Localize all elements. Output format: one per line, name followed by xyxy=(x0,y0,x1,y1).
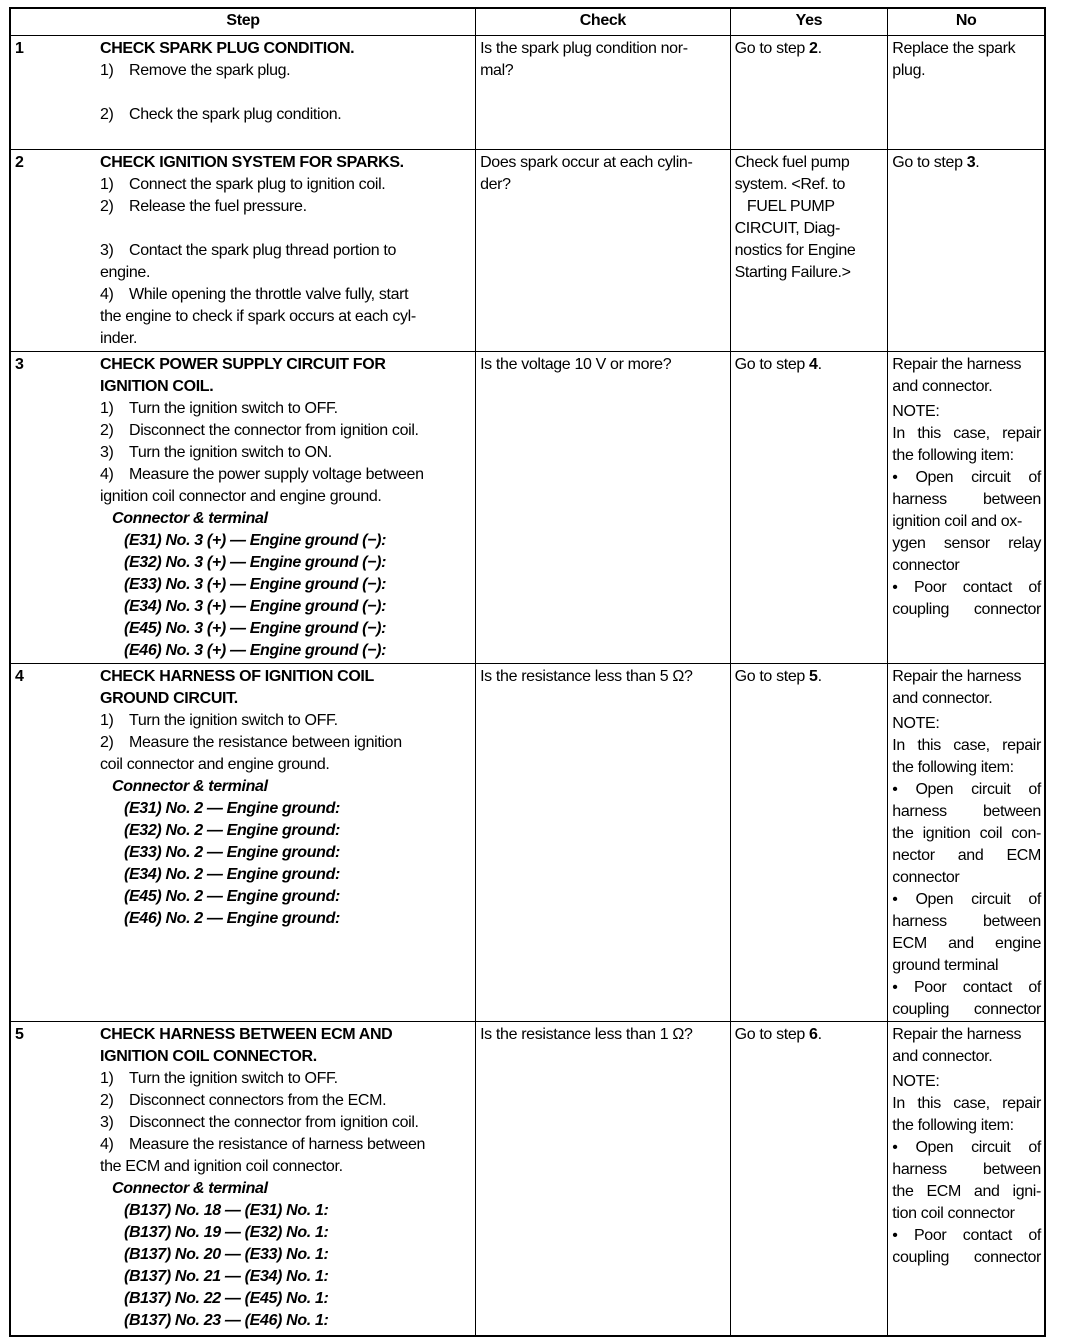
check-line: Is the resistance less than 1 Ω? xyxy=(480,1026,693,1043)
step-line-clabel: Connector & terminal xyxy=(112,778,268,795)
step-line-conn: (B137) No. 20 — (E33) No. 1: xyxy=(124,1246,329,1263)
step-line-cont: engine. xyxy=(100,264,151,281)
no-line: coupling connector xyxy=(892,601,1041,618)
step-number: 3 xyxy=(15,356,24,373)
goto-prefix: Go to step xyxy=(734,356,810,373)
goto-step-number: 2 xyxy=(809,40,818,57)
no-line: the ECM and igni- xyxy=(892,1183,1041,1200)
no-line: coupling connector xyxy=(892,1001,1041,1018)
item-text: Contact the spark plug thread portion to xyxy=(129,242,397,259)
step-line-item xyxy=(100,464,469,486)
step-line-title: CHECK HARNESS BETWEEN ECM AND xyxy=(100,1026,393,1043)
step-line-item xyxy=(100,1090,469,1112)
step-line-cont: coil connector and engine ground. xyxy=(100,756,330,773)
no-line: the following item: xyxy=(892,1117,1014,1134)
no-cell xyxy=(887,352,1044,663)
yes-line: Starting Failure.> xyxy=(734,264,851,281)
item-number: 3) xyxy=(100,444,114,461)
no-line: • Poor contact of xyxy=(892,1227,1041,1244)
no-line: In this case, repair xyxy=(892,1095,1041,1112)
check-line: Does spark occur at each cylin- xyxy=(480,154,693,171)
step-line-title: CHECK POWER SUPPLY CIRCUIT FOR xyxy=(100,356,386,373)
step-line-conn: (E33) No. 2 — Engine ground: xyxy=(124,844,340,861)
no-cell xyxy=(887,150,1044,351)
step-number: 4 xyxy=(15,668,24,685)
item-number: 3) xyxy=(100,1114,114,1131)
check-cell xyxy=(475,150,730,351)
no-line: Repair the harness xyxy=(892,668,1022,685)
no-line: connector xyxy=(892,557,960,574)
step-line-title: CHECK HARNESS OF IGNITION COIL xyxy=(100,668,374,685)
goto-step-text xyxy=(892,152,1041,174)
no-line: the following item: xyxy=(892,759,1014,776)
table-row xyxy=(11,149,1044,351)
no-line: and connector. xyxy=(892,690,993,707)
item-number: 2) xyxy=(100,198,114,215)
no-line: the ignition coil con- xyxy=(892,825,1041,842)
goto-step-number: 3 xyxy=(966,154,976,171)
item-text: Release the fuel pressure. xyxy=(129,198,307,215)
step-line-conn: (B137) No. 18 — (E31) No. 1: xyxy=(124,1202,329,1219)
check-line: Is the resistance less than 5 Ω? xyxy=(480,668,693,685)
item-text: Disconnect the connector from ignition coil. xyxy=(129,1114,419,1131)
step-line-conn: (E31) No. 3 (+) — Engine ground (−): xyxy=(124,532,387,549)
table-row xyxy=(11,663,1044,1021)
yes-cell xyxy=(730,664,888,1021)
step-cell xyxy=(11,664,475,1021)
step-instructions xyxy=(100,354,469,662)
step-line-cont: the ECM and ignition coil connector. xyxy=(100,1158,343,1175)
no-line: ignition coil and ox- xyxy=(892,513,1022,530)
item-number: 4) xyxy=(100,286,114,303)
step-cell xyxy=(11,352,475,663)
item-number: 1) xyxy=(100,176,114,193)
item-number: 2) xyxy=(100,106,114,123)
step-line-item xyxy=(100,104,469,126)
step-line-conn: (E31) No. 2 — Engine ground: xyxy=(124,800,340,817)
item-text: Turn the ignition switch to ON. xyxy=(129,444,332,461)
step-instructions xyxy=(100,152,469,350)
no-line: • Open circuit of xyxy=(892,781,1041,798)
no-line: Repair the harness xyxy=(892,356,1022,373)
no-line: In this case, repair xyxy=(892,737,1041,754)
goto-prefix: Go to step xyxy=(892,154,967,171)
item-text: Turn the ignition switch to OFF. xyxy=(129,400,338,417)
item-text: Remove the spark plug. xyxy=(129,62,291,79)
step-line-conn: (E45) No. 2 — Engine ground: xyxy=(124,888,340,905)
goto-step-number: 6 xyxy=(809,1026,818,1043)
item-number: 1) xyxy=(100,712,114,729)
item-text: While opening the throttle valve fully, start xyxy=(129,286,409,303)
yes-cell xyxy=(730,352,888,663)
item-number: 2) xyxy=(100,734,114,751)
no-line: connector xyxy=(892,869,960,886)
no-line: harness between xyxy=(892,803,1041,820)
header-no: No xyxy=(887,9,1044,35)
table-row xyxy=(11,35,1044,149)
step-line-conn: (E46) No. 2 — Engine ground: xyxy=(124,910,340,927)
yes-line: system. <Ref. to xyxy=(734,176,846,193)
item-number: 1) xyxy=(100,62,114,79)
no-line: • Open circuit of xyxy=(892,1139,1041,1156)
table-header xyxy=(11,9,1044,35)
step-line-title: CHECK SPARK PLUG CONDITION. xyxy=(100,40,355,57)
step-line-conn: (E34) No. 3 (+) — Engine ground (−): xyxy=(124,598,387,615)
goto-step-text xyxy=(735,38,885,60)
goto-prefix: Go to step xyxy=(734,1026,810,1043)
no-line: tion coil connector xyxy=(892,1205,1015,1222)
step-number: 5 xyxy=(15,1026,24,1043)
step-line-conn: (E32) No. 2 — Engine ground: xyxy=(124,822,340,839)
yes-line: FUEL PUMP xyxy=(734,198,835,215)
no-line: coupling connector xyxy=(892,1249,1041,1266)
yes-cell xyxy=(730,1022,888,1335)
no-line: the following item: xyxy=(892,447,1014,464)
step-line-title: IGNITION COIL. xyxy=(100,378,214,395)
yes-line: nostics for Engine xyxy=(734,242,856,259)
step-line-item xyxy=(100,710,469,732)
step-line-conn: (E34) No. 2 — Engine ground: xyxy=(124,866,340,883)
step-line-cont: inder. xyxy=(100,330,138,347)
item-text: Turn the ignition switch to OFF. xyxy=(129,1070,338,1087)
goto-step-text xyxy=(735,1024,885,1046)
step-line-conn: (B137) No. 19 — (E32) No. 1: xyxy=(124,1224,329,1241)
no-line: harness between xyxy=(892,1161,1041,1178)
item-text: Measure the resistance between ignition xyxy=(129,734,402,751)
step-line-title: IGNITION COIL CONNECTOR. xyxy=(100,1048,317,1065)
step-number: 2 xyxy=(15,154,24,171)
check-cell xyxy=(475,1022,730,1335)
step-line-clabel: Connector & terminal xyxy=(112,510,268,527)
no-line: nector and ECM xyxy=(892,847,1041,864)
step-line-blank xyxy=(100,218,469,240)
item-number: 2) xyxy=(100,1092,114,1109)
step-line-item xyxy=(100,1112,469,1134)
step-line-title: GROUND CIRCUIT. xyxy=(100,690,238,707)
step-line-item xyxy=(100,174,469,196)
diagnostic-table xyxy=(9,7,1046,1337)
step-cell xyxy=(11,150,475,351)
step-line-conn: (E45) No. 3 (+) — Engine ground (−): xyxy=(124,620,387,637)
goto-suffix: . xyxy=(817,668,822,685)
item-number: 4) xyxy=(100,466,114,483)
goto-prefix: Go to step xyxy=(734,40,810,57)
goto-step-number: 4 xyxy=(809,356,818,373)
no-line: • Open circuit of xyxy=(892,469,1041,486)
step-line-conn: (E33) No. 3 (+) — Engine ground (−): xyxy=(124,576,387,593)
check-line: Is the voltage 10 V or more? xyxy=(480,356,672,373)
no-cell xyxy=(887,664,1044,1021)
item-number: 2) xyxy=(100,422,114,439)
step-line-conn: (E46) No. 3 (+) — Engine ground (−): xyxy=(124,642,387,659)
step-line-item xyxy=(100,398,469,420)
no-line: and connector. xyxy=(892,1048,993,1065)
step-cell xyxy=(11,36,475,149)
goto-prefix: Go to step xyxy=(734,668,810,685)
check-line: mal? xyxy=(480,62,514,79)
goto-step-text xyxy=(735,666,885,688)
header-yes: Yes xyxy=(730,9,888,35)
step-line-cont: ignition coil connector and engine ground. xyxy=(100,488,382,505)
no-line: • Poor contact of xyxy=(892,979,1041,996)
step-line-clabel: Connector & terminal xyxy=(112,1180,268,1197)
no-line: In this case, repair xyxy=(892,425,1041,442)
item-text: Check the spark plug condition. xyxy=(129,106,342,123)
yes-cell xyxy=(730,36,888,149)
table-row xyxy=(11,1021,1044,1335)
goto-suffix: . xyxy=(975,154,980,171)
no-cell xyxy=(887,36,1044,149)
item-text: Turn the ignition switch to OFF. xyxy=(129,712,338,729)
step-cell xyxy=(11,1022,475,1335)
no-line: and connector. xyxy=(892,378,993,395)
no-line: ground terminal xyxy=(892,957,999,974)
item-number: 4) xyxy=(100,1136,114,1153)
step-number: 1 xyxy=(15,40,24,57)
step-line-item xyxy=(100,240,469,262)
step-line-conn: (B137) No. 22 — (E45) No. 1: xyxy=(124,1290,329,1307)
step-line-item xyxy=(100,1068,469,1090)
no-line: Replace the spark xyxy=(892,40,1016,57)
no-line: Repair the harness xyxy=(892,1026,1022,1043)
check-cell xyxy=(475,352,730,663)
no-line: NOTE: xyxy=(892,1073,940,1090)
item-text: Disconnect connectors from the ECM. xyxy=(129,1092,387,1109)
no-line: • Poor contact of xyxy=(892,579,1041,596)
goto-suffix: . xyxy=(817,1026,822,1043)
item-number: 3) xyxy=(100,242,114,259)
step-line-item xyxy=(100,442,469,464)
item-text: Connect the spark plug to ignition coil. xyxy=(129,176,386,193)
item-text: Measure the power supply voltage between xyxy=(129,466,424,483)
step-line-item xyxy=(100,1134,469,1156)
step-line-conn: (B137) No. 23 — (E46) No. 1: xyxy=(124,1312,329,1329)
check-cell xyxy=(475,36,730,149)
yes-cell xyxy=(730,150,888,351)
goto-step-text xyxy=(735,354,885,376)
item-text: Disconnect the connector from ignition coil. xyxy=(129,422,419,439)
goto-suffix: . xyxy=(817,40,822,57)
header-step: Step xyxy=(226,12,260,29)
step-line-item xyxy=(100,420,469,442)
step-line-item xyxy=(100,196,469,218)
check-line: Is the spark plug condition nor- xyxy=(480,40,688,57)
item-number: 1) xyxy=(100,400,114,417)
no-line: ECM and engine xyxy=(892,935,1041,952)
table-row xyxy=(11,351,1044,663)
check-line: der? xyxy=(480,176,511,193)
step-line-blank xyxy=(100,82,469,104)
yes-line: Check fuel pump xyxy=(734,154,850,171)
no-line: ygen sensor relay xyxy=(892,535,1041,552)
item-number: 1) xyxy=(100,1070,114,1087)
no-line: harness between xyxy=(892,913,1041,930)
no-line: plug. xyxy=(892,62,926,79)
step-line-cont: the engine to check if spark occurs at each cyl- xyxy=(100,308,416,325)
no-line: NOTE: xyxy=(892,403,940,420)
step-line-conn: (E32) No. 3 (+) — Engine ground (−): xyxy=(124,554,387,571)
check-cell xyxy=(475,664,730,1021)
header-check: Check xyxy=(475,9,730,35)
step-line-item xyxy=(100,284,469,306)
no-cell xyxy=(887,1022,1044,1335)
step-line-title: CHECK IGNITION SYSTEM FOR SPARKS. xyxy=(100,154,404,171)
step-instructions xyxy=(100,666,469,930)
step-line-item xyxy=(100,732,469,754)
goto-step-number: 5 xyxy=(809,668,818,685)
no-line: • Open circuit of xyxy=(892,891,1041,908)
yes-line: CIRCUIT, Diag- xyxy=(734,220,840,237)
step-instructions xyxy=(100,1024,469,1332)
step-instructions xyxy=(100,38,469,126)
no-line: harness between xyxy=(892,491,1041,508)
step-line-conn: (B137) No. 21 — (E34) No. 1: xyxy=(124,1268,329,1285)
step-line-item xyxy=(100,60,469,82)
no-line: NOTE: xyxy=(892,715,940,732)
goto-suffix: . xyxy=(817,356,822,373)
item-text: Measure the resistance of harness between xyxy=(129,1136,426,1153)
